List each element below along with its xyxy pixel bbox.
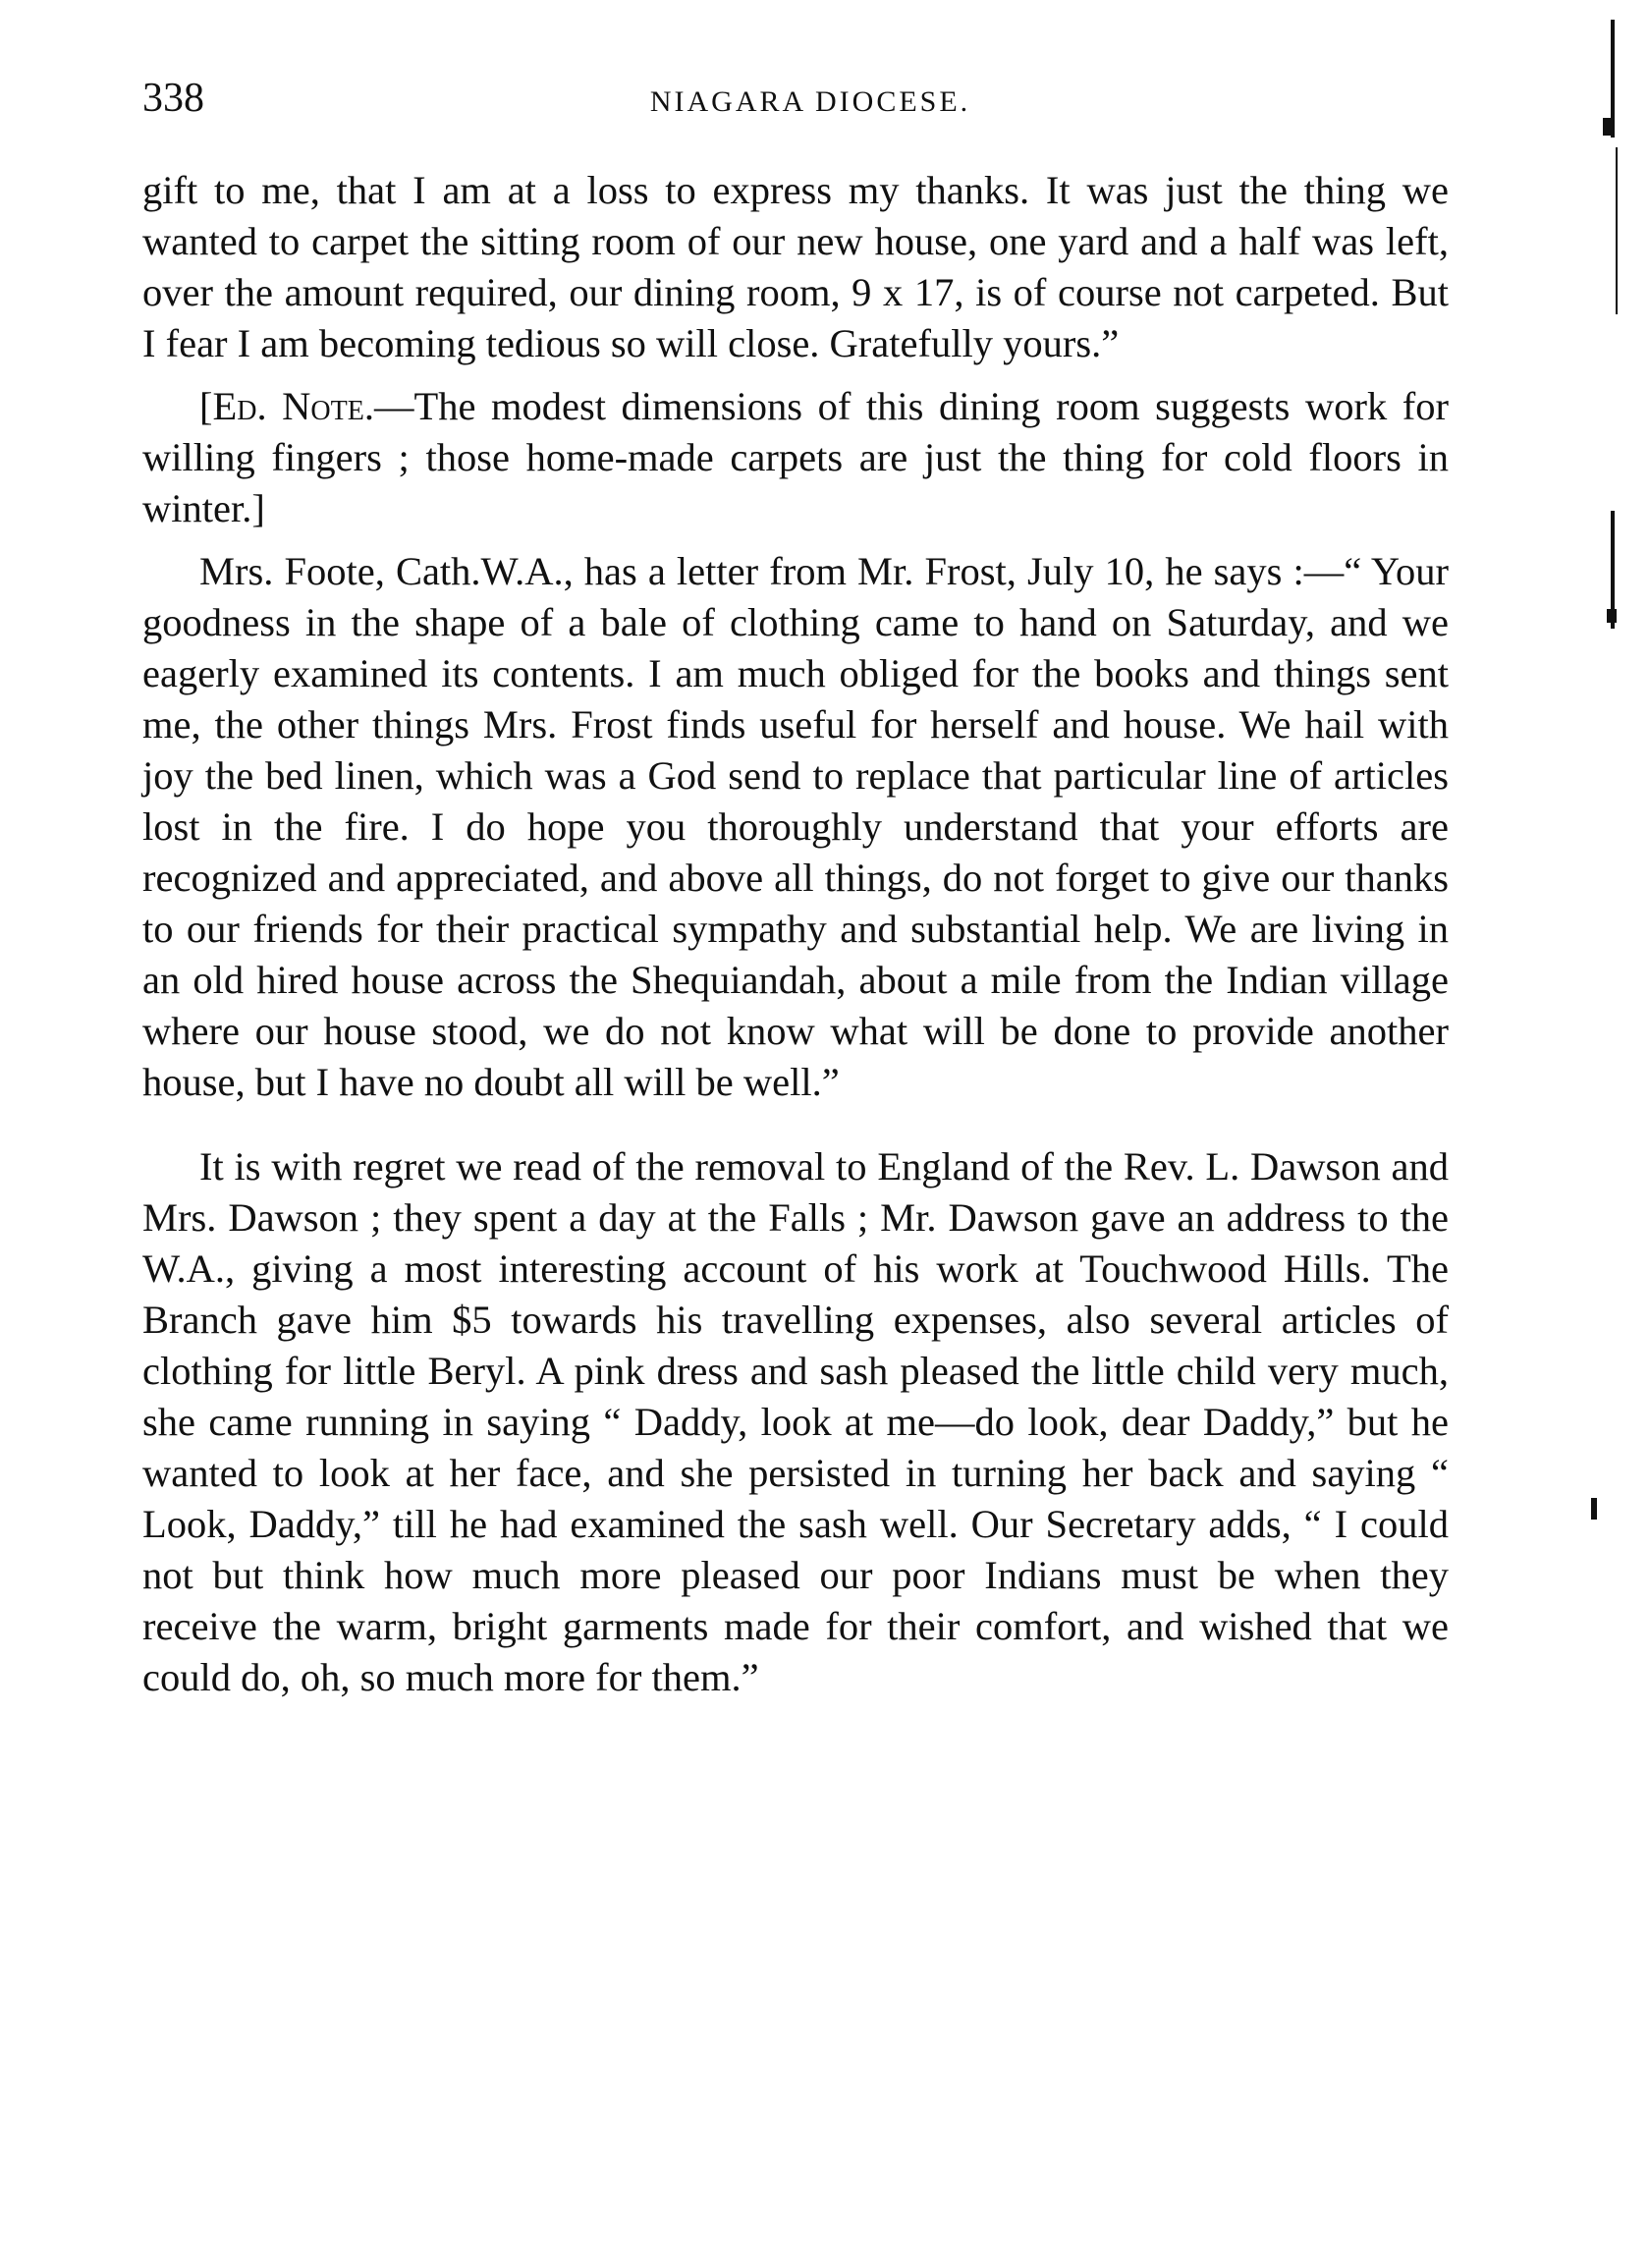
scan-edge-mark xyxy=(1591,1498,1597,1520)
running-head: NIAGARA DIOCESE. xyxy=(649,85,971,118)
paragraph-4 xyxy=(142,1141,1449,1703)
paragraph-1 xyxy=(142,165,1449,369)
page-header xyxy=(142,69,1449,128)
scan-edge-mark xyxy=(1607,609,1617,623)
paragraph-3 xyxy=(142,546,1449,1108)
editor-note xyxy=(142,381,1449,534)
editor-note-text: —The modest dimensions of this dining room suggests work for willing fingers ; those home-made carpets are just the thing for cold floors in winter.] xyxy=(142,384,1449,530)
body-text xyxy=(142,165,1449,1703)
scan-edge-mark xyxy=(1616,147,1618,314)
paragraph-1-text: gift to me, that I am at a loss to express my thanks. It was just the thing we wanted to carpet the sitting room of our new house, one yard and a half was left, over the amount required, our dining room, 9 x 17, is of course not carpeted. But I fear I am becoming tedious so will close. Gratefully yours.” xyxy=(142,168,1449,365)
scan-edge-mark xyxy=(1603,118,1615,136)
paragraph-3-text: Mrs. Foote, Cath.W.A., has a letter from Mr. Frost, July 10, he says :—“ Your goodness in the shape of a bale of clothing came to hand on Saturday, and we eagerly examined its contents. I am much obliged for the books and things sent me, the other things Mrs. Frost finds useful for herself and house. We hail with joy the bed linen, which was a God send to replace that particular line of articles lost in the fire. I do hope you thoroughly understand that your efforts are recognized and appreciated, and above all things, do not forget to give our thanks to our friends for their practical sympathy and substantial help. We are living in an old hired house across the Shequiandah, about a mile from the Indian village where our house stood, we do not know what will be done to provide another house, but I have no doubt all will be well.” xyxy=(142,549,1449,1104)
paragraph-4-text: It is with regret we read of the removal to England of the Rev. L. Dawson and Mrs. Dawson ; they spent a day at the Falls ; Mr. Dawson gave an address to the W.A., giving a most interesting account of his work at Touchwood Hills. The Branch gave him $5 towards his travelling expenses, also several articles of clothing for little Beryl. A pink dress and sash pleased the little child very much, she came running in saying “ Daddy, look at me—do look, dear Daddy,” but he wanted to look at her face, and she persisted in turning her back and saying “ Look, Daddy,” till he had examined the sash well. Our Secretary adds, “ I could not but think how much more pleased our poor Indians must be when they receive the warm, bright garments made for their comfort, and wished that we could do, oh, so much more for them.” xyxy=(142,1144,1449,1699)
editor-note-lead: [Ed. Note. xyxy=(199,384,374,428)
page-number: 338 xyxy=(142,76,204,121)
